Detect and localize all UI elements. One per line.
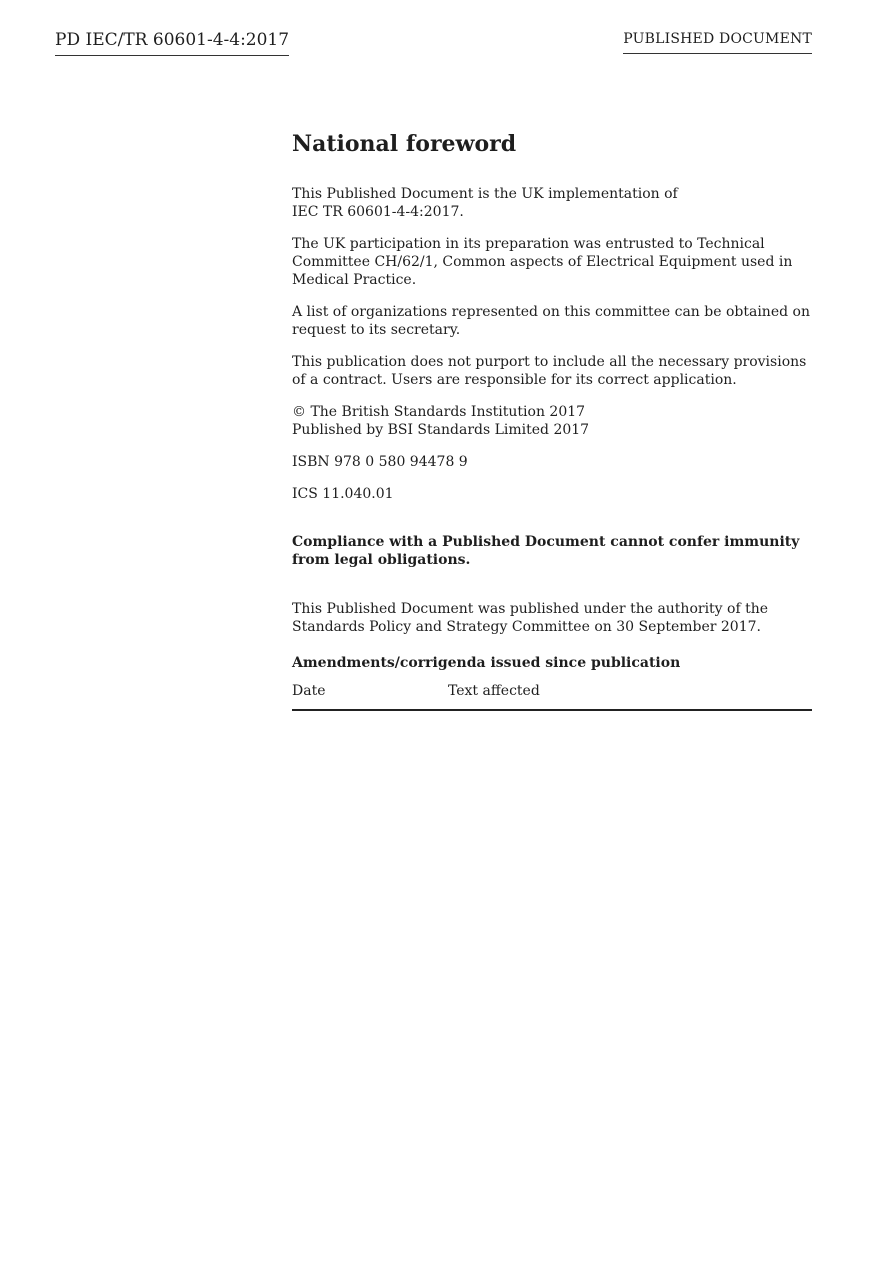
- isbn: ISBN 978 0 580 94478 9: [292, 454, 468, 470]
- document-type-label: PUBLISHED DOCUMENT: [623, 29, 812, 54]
- authority-paragraph: This Published Document was published under the authority of the Standards Policy and Strategy Committee on 30 September 2017.: [292, 601, 769, 635]
- implementation-paragraph: [292, 185, 814, 221]
- ics: ICS 11.040.01: [292, 486, 394, 502]
- implementation-line-2: IEC TR 60601-4-4:2017.: [292, 204, 464, 220]
- copyright-line: © The British Standards Institution 2017: [292, 404, 586, 420]
- page-title: National foreword: [292, 131, 517, 157]
- amendments-text-header: Text affected: [448, 683, 540, 699]
- foreword-section: [292, 128, 814, 711]
- provisions-paragraph: This publication does not purport to include all the necessary provisions of a contract. Users are responsible for its correct application.: [292, 354, 807, 388]
- copyright-block: [292, 403, 814, 439]
- organizations-paragraph: A list of organizations represented on this committee can be obtained on request to its secretary.: [292, 304, 810, 338]
- publisher-line: Published by BSI Standards Limited 2017: [292, 422, 590, 438]
- amendments-table: [292, 682, 812, 711]
- committee-paragraph: The UK participation in its preparation was entrusted to Technical Committee CH/62/1, Common aspects of Electrical Equipment used in Medical Practice.: [292, 236, 793, 288]
- amendments-date-header: Date: [292, 683, 326, 699]
- amendments-title: Amendments/corrigenda issued since publication: [292, 655, 681, 671]
- document-id: PD IEC/TR 60601-4-4:2017: [55, 29, 289, 56]
- implementation-line-1: This Published Document is the UK implementation of: [292, 186, 678, 202]
- compliance-notice: Compliance with a Published Document cannot confer immunity from legal obligations.: [292, 534, 800, 568]
